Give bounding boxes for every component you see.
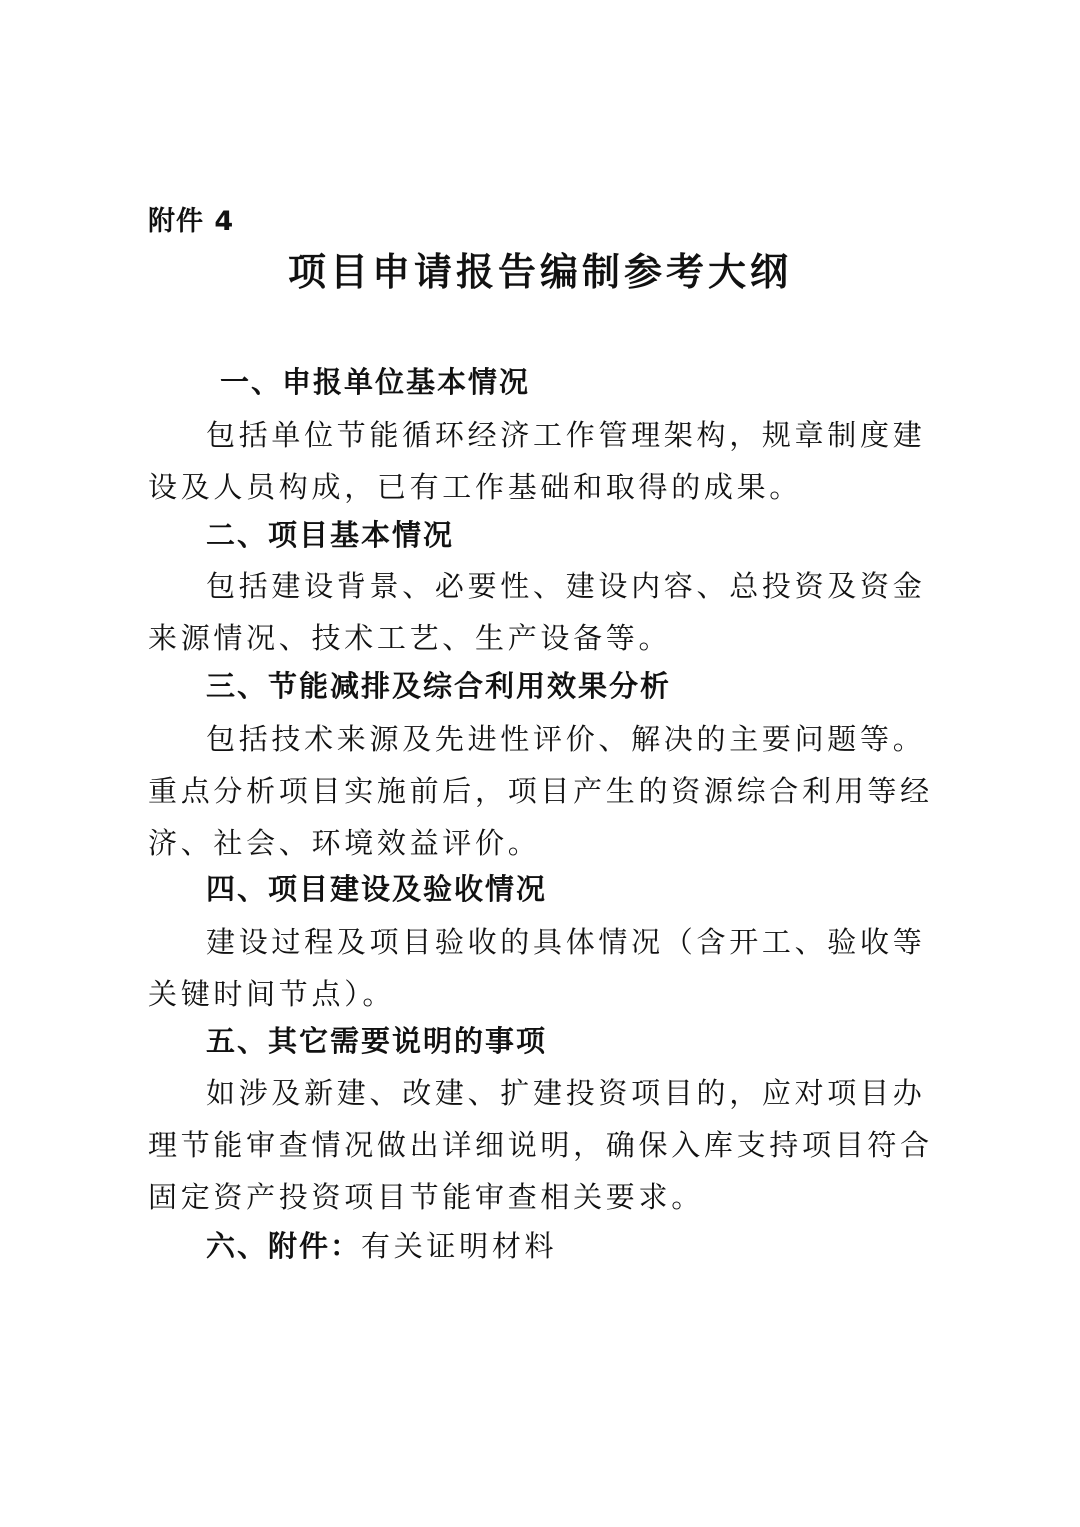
section-heading-5: 五、其它需要说明的事项 bbox=[206, 1024, 548, 1058]
section-body-1: 包括单位节能循环经济工作管理架构，规章制度建设及人员构成，已有工作基础和取得的成果。 bbox=[148, 418, 926, 504]
section-body-5: 如涉及新建、改建、扩建投资项目的，应对项目办理节能审查情况做出详细说明，确保入库支持项目符合固定资产投资项目节能审查相关要求。 bbox=[148, 1076, 933, 1214]
section-heading-6-label: 六、附件： bbox=[206, 1229, 362, 1263]
section-heading-6 bbox=[206, 1226, 557, 1266]
attachment-label: 附件 4 bbox=[148, 206, 235, 237]
section-body-4: 建设过程及项目验收的具体情况（含开工、验收等关键时间节点）。 bbox=[148, 925, 926, 1011]
section-6-inline-text: 有关证明材料 bbox=[361, 1229, 558, 1263]
section-heading-3: 三、节能减排及综合利用效果分析 bbox=[206, 669, 672, 703]
document-title: 项目申请报告编制参考大纲 bbox=[287, 250, 792, 294]
section-heading-1: 一、申报单位基本情况 bbox=[220, 365, 531, 399]
section-heading-4: 四、项目建设及验收情况 bbox=[206, 872, 548, 906]
section-heading-2: 二、项目基本情况 bbox=[206, 518, 455, 552]
section-body-3: 包括技术来源及先进性评价、解决的主要问题等。重点分析项目实施前后，项目产生的资源综合利用等经济、社会、环境效益评价。 bbox=[148, 722, 933, 860]
section-body-2: 包括建设背景、必要性、建设内容、总投资及资金来源情况、技术工艺、生产设备等。 bbox=[148, 569, 926, 655]
